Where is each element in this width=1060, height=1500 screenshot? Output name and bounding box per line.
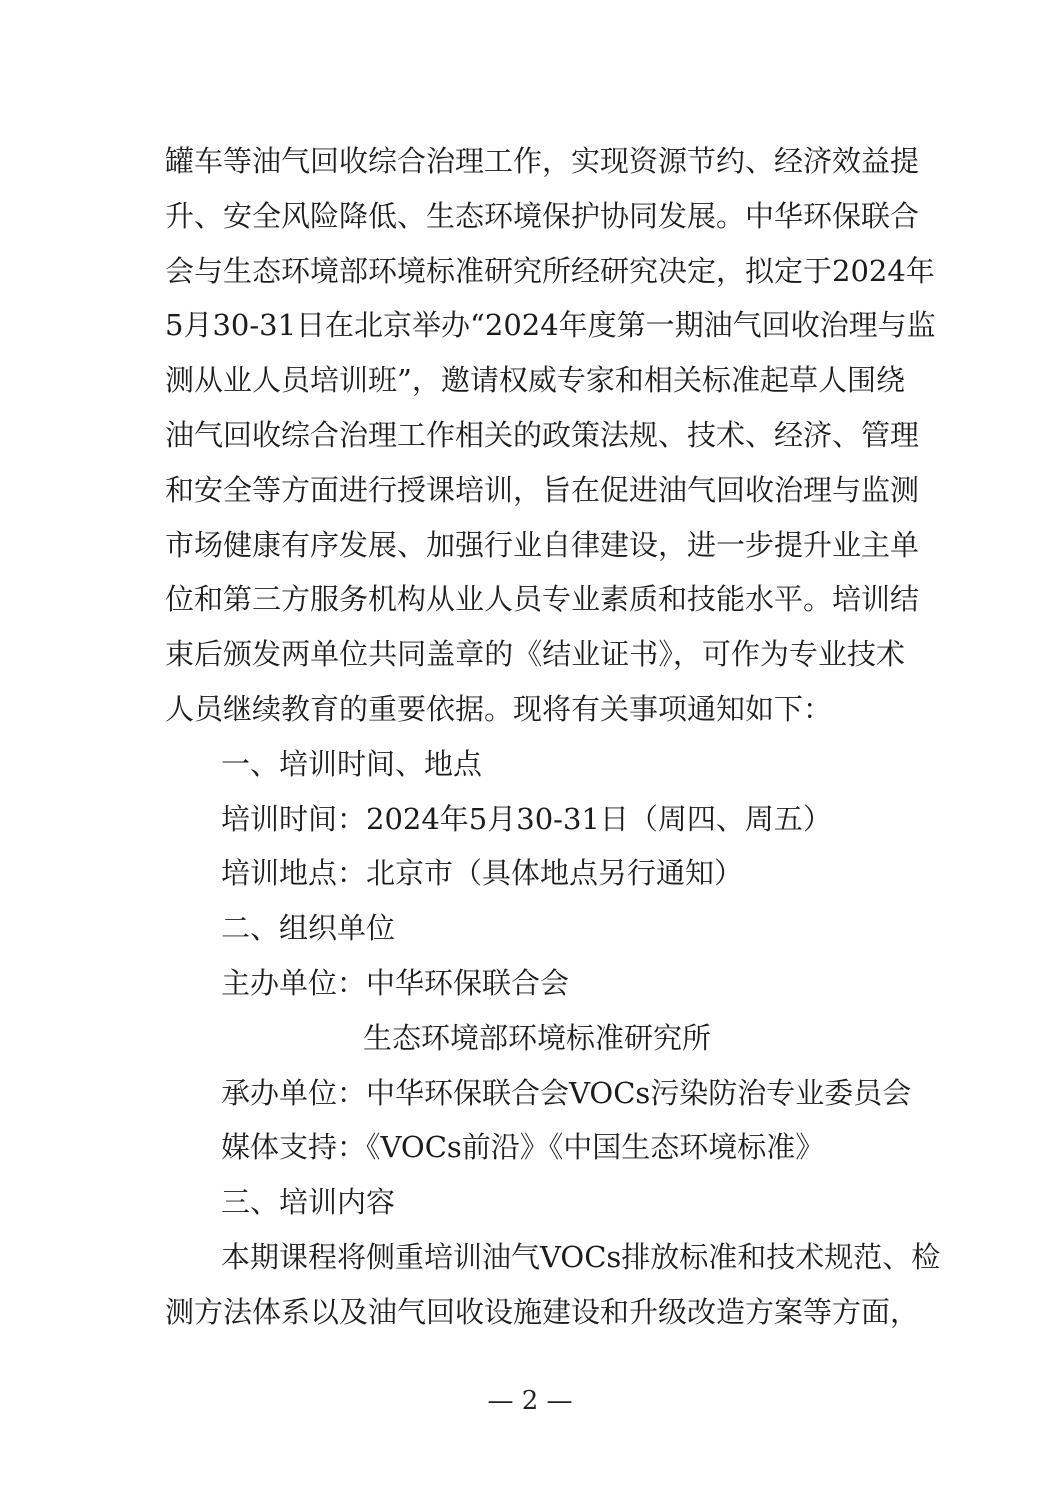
paragraph-line: 本期课程将侧重培训油气VOCs排放标准和技术规范、检 [221,1239,941,1274]
paragraph-line: 束后颁发两单位共同盖章的《结业证书》，可作为专业技术 [165,637,905,672]
paragraph-line: 市场健康有序发展、加强行业自律建设，进一步提升业主单 [165,527,920,562]
paragraph-line: 位和第三方服务机构从业人员专业素质和技能水平。培训结 [165,582,920,617]
paragraph-line: 人员继续教育的重要依据。现将有关事项通知如下： [165,691,833,726]
paragraph-line: 测方法体系以及油气回收设施建设和升级改造方案等方面， [165,1294,920,1329]
host-organizer-2: 生态环境部环境标准研究所 [363,1020,712,1055]
paragraph-line: 会与生态环境部环境标准研究所经研究决定，拟定于2024年 [165,253,935,288]
training-location: 培训地点：北京市（具体地点另行通知） [221,856,744,891]
paragraph-line: 5月30-31日在北京举办“2024年度第一期油气回收治理与监 [165,308,936,343]
training-time: 培训时间：2024年5月30-31日（周四、周五） [221,801,832,836]
section-heading: 三、培训内容 [221,1185,396,1220]
body-text [165,134,941,1340]
section-heading: 一、培训时间、地点 [221,746,483,781]
page-number: — 2 — [487,1386,573,1416]
section-heading: 二、组织单位 [221,911,396,946]
paragraph-line: 升、安全风险降低、生态环境保护协同发展。中华环保联合 [165,198,920,233]
paragraph-line: 罐车等油气回收综合治理工作，实现资源节约、经济效益提 [165,144,920,178]
co-organizer: 承办单位：中华环保联合会VOCs污染防治专业委员会 [221,1075,912,1110]
paragraph-line: 和安全等方面进行授课培训，旨在促进油气回收治理与监测 [165,472,920,507]
paragraph-line: 测从业人员培训班”，邀请权威专家和相关标准起草人围绕 [165,363,905,398]
paragraph-line: 油气回收综合治理工作相关的政策法规、技术、经济、管理 [165,417,920,452]
host-organizer: 主办单位：中华环保联合会 [221,965,570,1000]
media-support: 媒体支持：《VOCs前沿》《中国生态环境标准》 [221,1130,825,1165]
